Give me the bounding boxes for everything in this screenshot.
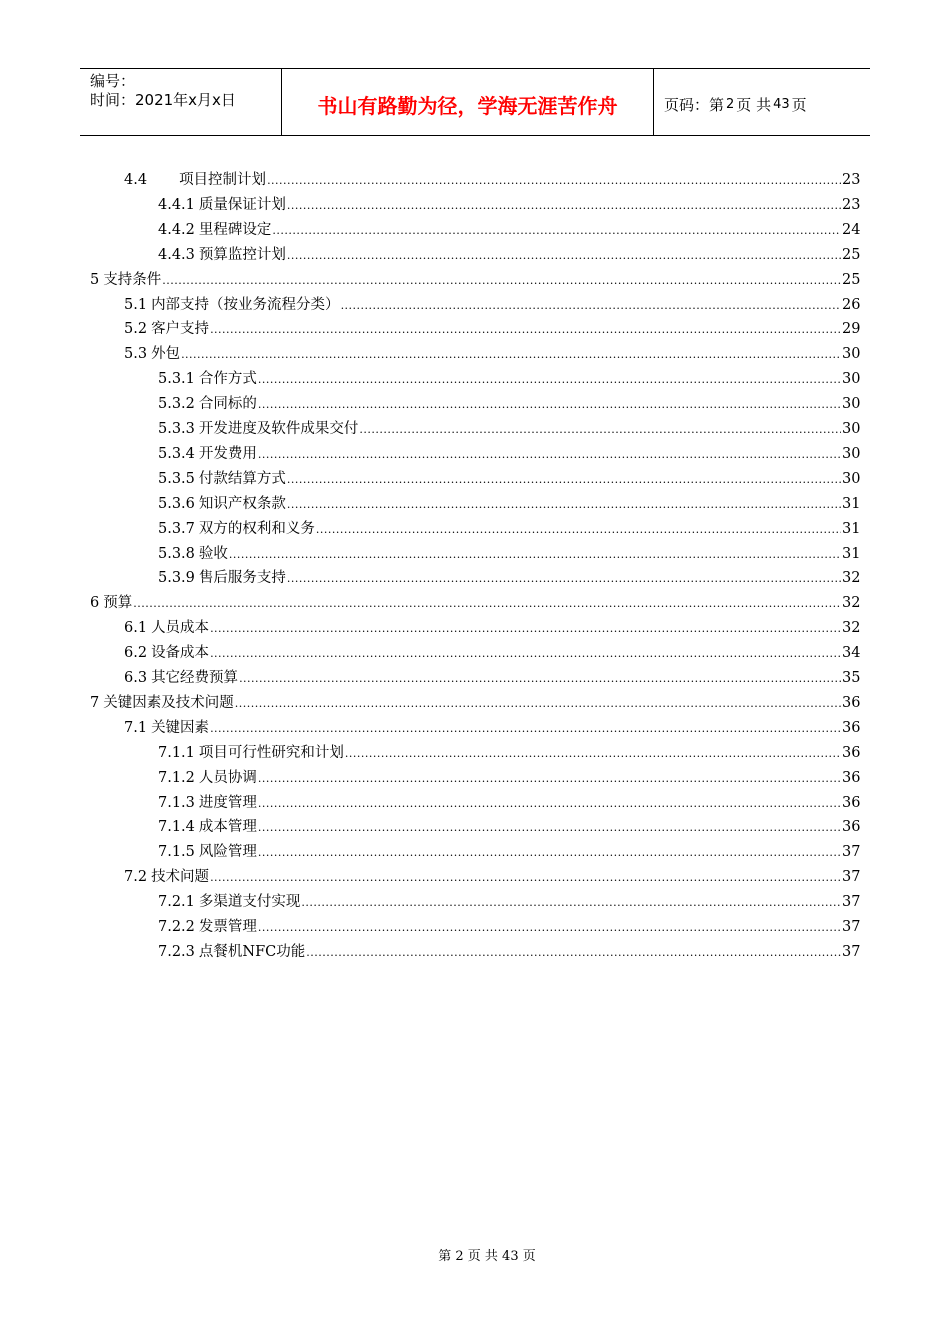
toc-entry-title [90, 591, 132, 616]
toc-leader-dots [287, 467, 841, 492]
toc-entry[interactable] [124, 616, 860, 641]
toc-entry-title [158, 218, 271, 243]
page-mid: 页 共 [736, 95, 772, 114]
toc-entry-title [124, 342, 180, 367]
toc-entry-title [158, 566, 286, 591]
toc-leader-dots [210, 616, 841, 641]
toc-entry[interactable] [158, 741, 860, 766]
toc-leader-dots [239, 666, 841, 691]
toc-entry[interactable] [124, 342, 860, 367]
toc-entry-number: 7.2.3 [158, 943, 195, 960]
toc-entry-label: 知识产权条款 [198, 495, 286, 512]
toc-entry-number: 7.1.4 [158, 819, 195, 836]
toc-entry[interactable] [124, 317, 860, 342]
toc-entry-number: 5.3.7 [158, 520, 195, 537]
toc-entry[interactable] [158, 890, 860, 915]
toc-leader-dots [181, 342, 841, 367]
toc-entry-label: 合作方式 [198, 371, 257, 388]
toc-entry-label: 人员成本 [151, 620, 210, 637]
toc-entry-title [158, 492, 286, 517]
toc-leader-dots [301, 890, 841, 915]
toc-entry[interactable] [158, 392, 860, 417]
toc-leader-dots [229, 542, 841, 567]
toc-entry-number: 5.3.6 [158, 495, 195, 512]
toc-entry-label: 双方的权利和义务 [198, 520, 315, 537]
toc-entry-page: 36 [842, 769, 861, 786]
toc-entry-label: 成本管理 [198, 819, 257, 836]
toc-entry-number: 7.1.3 [158, 794, 195, 811]
header-meta-cell [80, 69, 282, 135]
toc-entry-number: 5.3.9 [158, 570, 195, 587]
toc-entry-page: 32 [842, 595, 861, 612]
toc-entry-label: 项目控制计划 [179, 172, 267, 188]
toc-entry-title [124, 616, 209, 641]
toc-entry-number: 4.4.3 [158, 246, 195, 263]
toc-entry[interactable] [158, 218, 860, 243]
toc-entry-number: 7.1 [124, 719, 148, 736]
toc-entry-page: 37 [842, 844, 861, 861]
toc-entry[interactable] [158, 791, 860, 816]
toc-entry-number: 7.1.2 [158, 769, 195, 786]
toc-entry-number: 5.3 [124, 346, 148, 363]
toc-entry-title [124, 716, 209, 741]
toc-entry-page: 24 [842, 221, 861, 238]
page-prefix: 页码：第 [664, 95, 725, 114]
toc-entry-label: 发票管理 [198, 919, 257, 935]
toc-entry-page: 34 [842, 645, 861, 662]
toc-entry[interactable] [124, 641, 860, 666]
toc-entry[interactable] [158, 417, 860, 442]
toc-entry[interactable] [158, 566, 860, 591]
toc-entry-title [124, 317, 209, 342]
toc-entry-label: 技术问题 [151, 869, 210, 886]
toc-leader-dots [258, 840, 841, 865]
toc-entry-label: 设备成本 [151, 645, 210, 662]
toc-entry-label: 支持条件 [103, 271, 162, 288]
toc-entry-label: 客户支持 [151, 321, 210, 338]
page-footer: 第 2 页 共 43 页 [438, 1249, 536, 1264]
page-suffix: 页 [791, 95, 807, 114]
toc-entry-number: 4.4.2 [158, 221, 195, 238]
toc-entry-label: 项目可行性研究和计划 [198, 744, 344, 761]
toc-entry-page: 23 [842, 172, 861, 188]
toc-leader-dots [162, 268, 841, 293]
toc-entry[interactable] [124, 666, 860, 691]
toc-entry-title [158, 193, 286, 218]
toc-entry-page: 25 [842, 271, 861, 288]
toc-entry-label: 其它经费预算 [151, 670, 239, 686]
page-header [80, 68, 870, 136]
toc-leader-dots [258, 442, 841, 467]
toc-entry-label: 关键因素及技术问题 [103, 694, 234, 711]
toc-entry-title [158, 467, 286, 492]
toc-entry-label: 质量保证计划 [198, 196, 286, 213]
toc-leader-dots [306, 940, 841, 965]
toc-entry-label: 付款结算方式 [198, 470, 286, 487]
toc-entry-title [158, 815, 257, 840]
toc-entry-title [158, 915, 257, 940]
toc-entry-title [158, 243, 286, 268]
toc-entry[interactable] [158, 815, 860, 840]
toc-leader-dots [267, 168, 841, 193]
toc-entry-page: 30 [842, 445, 861, 462]
toc-entry[interactable] [158, 467, 860, 492]
toc-entry-page: 32 [842, 620, 861, 637]
toc-entry-number: 7.2.1 [158, 894, 195, 911]
toc-entry[interactable] [158, 367, 860, 392]
toc-entry-title [158, 417, 358, 442]
header-motto: 书山有路勤为径，学海无涯苦作舟 [282, 69, 654, 135]
toc-entry[interactable] [158, 517, 860, 542]
toc-entry-title [158, 791, 257, 816]
toc-entry-number: 4.4.1 [158, 196, 195, 213]
toc-entry-page: 37 [842, 869, 861, 886]
toc-leader-dots [359, 417, 841, 442]
toc-entry-number: 5 [90, 271, 100, 288]
toc-entry-page: 30 [842, 371, 861, 388]
toc-entry-page: 32 [842, 570, 861, 587]
toc-entry-page: 30 [842, 346, 861, 363]
toc-entry-title [124, 293, 340, 318]
toc-entry[interactable] [158, 492, 860, 517]
toc-entry-page: 37 [842, 894, 861, 911]
toc-entry-number: 7.2 [124, 869, 148, 886]
toc-entry-title [158, 766, 257, 791]
toc-leader-dots [210, 865, 841, 890]
toc-leader-dots [287, 243, 841, 268]
toc-entry[interactable] [90, 268, 860, 293]
toc-entry-page: 30 [842, 421, 861, 437]
toc-leader-dots [210, 641, 841, 666]
toc-entry-title [158, 840, 257, 865]
toc-entry-label: 关键因素 [151, 719, 210, 736]
toc-entry-page: 30 [842, 396, 861, 413]
toc-entry-number: 5.3.1 [158, 371, 195, 388]
toc-entry-page: 31 [842, 545, 861, 562]
toc-entry-number: 6.1 [124, 620, 148, 637]
toc-entry-label: 多渠道支付实现 [198, 894, 301, 911]
toc-leader-dots [258, 392, 841, 417]
toc-entry[interactable] [158, 542, 860, 567]
toc-entry-number: 6 [90, 595, 100, 612]
toc-entry[interactable] [158, 766, 860, 791]
toc-entry-number: 7 [90, 694, 100, 711]
toc-entry[interactable] [158, 915, 860, 940]
toc-entry-title [158, 392, 257, 417]
toc-entry-page: 37 [842, 943, 861, 960]
toc-leader-dots [316, 517, 841, 542]
toc-entry-label: 风险管理 [198, 844, 257, 861]
toc-leader-dots [235, 691, 841, 716]
toc-entry-title [158, 890, 300, 915]
toc-entry-title [158, 442, 257, 467]
toc-entry-label: 验收 [198, 545, 228, 562]
toc-entry[interactable] [158, 243, 860, 268]
toc-leader-dots [133, 591, 841, 616]
toc-entry-title [158, 367, 257, 392]
document-number-label: 编号： [90, 72, 136, 90]
toc-entry-page: 30 [842, 470, 861, 487]
toc-entry-number: 6.3 [124, 670, 148, 686]
toc-entry[interactable] [158, 940, 860, 965]
toc-entry-page: 36 [842, 694, 861, 711]
toc-entry-title [158, 741, 344, 766]
toc-entry-title [124, 168, 266, 193]
toc-leader-dots [210, 317, 841, 342]
toc-entry-number: 5.3.3 [158, 421, 195, 437]
toc-leader-dots [341, 293, 841, 318]
toc-entry-label: 预算监控计划 [198, 246, 286, 263]
toc-entry[interactable] [158, 193, 860, 218]
toc-entry-label: 内部支持（按业务流程分类） [151, 296, 340, 313]
toc-entry-title [124, 641, 209, 666]
toc-leader-dots [210, 716, 841, 741]
toc-entry-title [158, 940, 305, 965]
toc-entry-page: 36 [842, 794, 861, 811]
toc-entry-title [158, 542, 228, 567]
toc-entry-number: 5.2 [124, 321, 148, 338]
toc-leader-dots [258, 367, 841, 392]
toc-entry-number: 4.4 [124, 172, 148, 188]
toc-leader-dots [272, 218, 841, 243]
toc-leader-dots [258, 791, 841, 816]
toc-entry-number: 5.1 [124, 296, 148, 313]
page-current: 2 [726, 96, 735, 112]
toc-entry-number: 7.1.1 [158, 744, 195, 761]
toc-entry-number: 5.3.4 [158, 445, 195, 462]
page-total: 43 [773, 96, 790, 112]
toc-entry-label: 开发进度及软件成果交付 [198, 421, 359, 437]
toc-entry-label: 进度管理 [198, 794, 257, 811]
toc-entry-label: 售后服务支持 [198, 570, 286, 587]
toc-entry-page: 23 [842, 196, 861, 213]
toc-entry-number: 7.2.2 [158, 919, 195, 935]
toc-entry[interactable] [124, 168, 860, 193]
toc-entry-page: 36 [842, 744, 861, 761]
toc-entry-title [158, 517, 315, 542]
toc-entry-page: 35 [842, 670, 861, 686]
toc-entry-title [90, 691, 234, 716]
toc-entry-page: 36 [842, 819, 861, 836]
toc-entry-page: 25 [842, 246, 861, 263]
toc-entry-page: 31 [842, 495, 861, 512]
toc-leader-dots [258, 815, 841, 840]
toc-entry-title [90, 268, 161, 293]
toc-entry[interactable] [90, 691, 860, 716]
toc-leader-dots [287, 566, 841, 591]
header-page-info [654, 69, 870, 135]
toc-entry-label: 里程碑设定 [198, 221, 272, 238]
toc-entry-page: 37 [842, 919, 861, 935]
toc-entry-page: 31 [842, 520, 861, 537]
toc-leader-dots [287, 492, 841, 517]
document-time-label: 时间：2021年x月x日 [90, 91, 236, 109]
toc-entry-page: 29 [842, 321, 861, 338]
toc-entry[interactable] [158, 840, 860, 865]
toc-entry[interactable] [90, 591, 860, 616]
toc-entry-page: 26 [842, 296, 861, 313]
toc-entry[interactable] [124, 865, 860, 890]
toc-entry-number: 5.3.2 [158, 396, 195, 413]
toc-leader-dots [258, 915, 841, 940]
toc-entry-title [124, 865, 209, 890]
toc-entry-title [124, 666, 238, 691]
toc-entry-page: 36 [842, 719, 861, 736]
toc-leader-dots [287, 193, 841, 218]
toc-entry-label: 人员协调 [198, 769, 257, 786]
toc-entry-label: 预算 [103, 595, 133, 612]
toc-entry-label: 外包 [151, 346, 181, 363]
toc-leader-dots [258, 766, 841, 791]
toc-entry-number: 5.3.5 [158, 470, 195, 487]
toc-entry[interactable] [158, 442, 860, 467]
toc-entry-label: 合同标的 [198, 396, 257, 413]
toc-leader-dots [345, 741, 841, 766]
toc-entry[interactable] [124, 716, 860, 741]
toc-entry-label: 开发费用 [198, 445, 257, 462]
toc-entry-number: 6.2 [124, 645, 148, 662]
toc-entry-label: 点餐机NFC功能 [198, 943, 306, 960]
toc-entry-number: 7.1.5 [158, 844, 195, 861]
toc-entry[interactable] [124, 293, 860, 318]
toc-entry-number: 5.3.8 [158, 545, 195, 562]
